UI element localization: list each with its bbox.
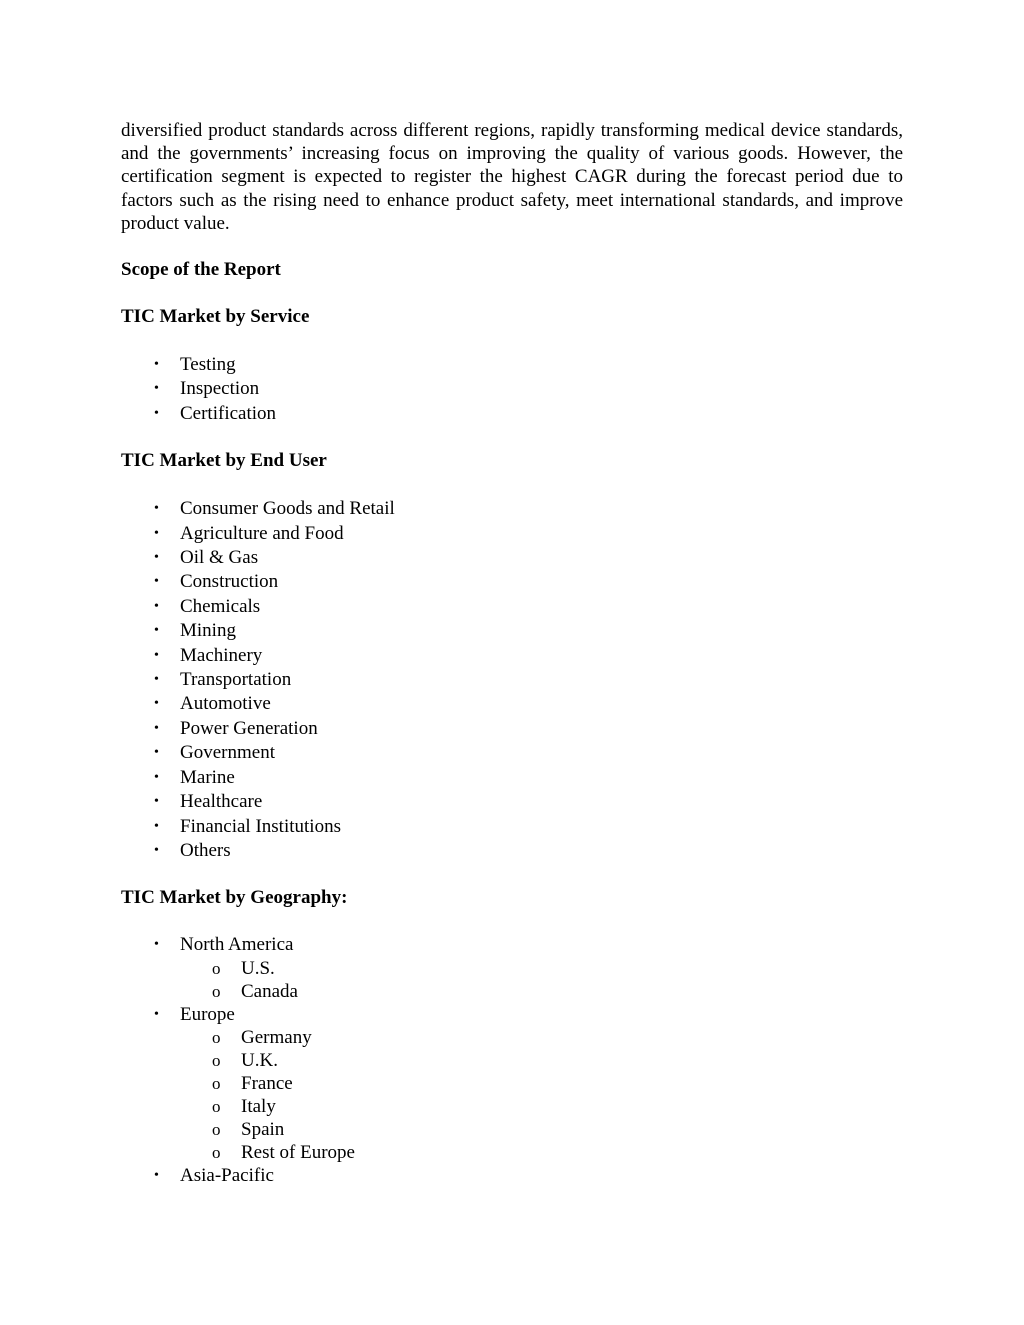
sub-list-item bbox=[121, 957, 903, 980]
region-label: Asia-Pacific bbox=[180, 1165, 274, 1187]
geography-list bbox=[121, 933, 903, 1187]
bullet-icon: • bbox=[154, 696, 159, 712]
spacer bbox=[121, 282, 903, 305]
list-item-label: Oil & Gas bbox=[180, 547, 259, 569]
list-item bbox=[121, 717, 903, 741]
circle-bullet-icon: o bbox=[212, 1051, 221, 1071]
bullet-icon: • bbox=[154, 647, 159, 663]
bullet-icon: • bbox=[154, 357, 159, 373]
geography-heading: TIC Market by Geography: bbox=[121, 887, 348, 909]
list-item bbox=[121, 815, 903, 839]
bullet-icon: • bbox=[154, 381, 159, 397]
bullet-icon: • bbox=[154, 794, 159, 810]
bullet-icon: • bbox=[154, 937, 159, 953]
list-item bbox=[121, 522, 903, 546]
circle-bullet-icon: o bbox=[212, 958, 221, 978]
list-item bbox=[121, 692, 903, 716]
list-item-label: Government bbox=[180, 742, 275, 764]
sub-list-item-label: Germany bbox=[241, 1026, 312, 1048]
region-item-europe bbox=[121, 1003, 903, 1026]
spacer bbox=[121, 426, 903, 449]
sub-list-item bbox=[121, 980, 903, 1003]
bullet-icon: • bbox=[154, 574, 159, 590]
list-item bbox=[121, 619, 903, 643]
bullet-icon: • bbox=[154, 672, 159, 688]
spacer bbox=[121, 473, 903, 497]
list-item bbox=[121, 741, 903, 765]
sub-list-item-label: Spain bbox=[241, 1119, 285, 1141]
bullet-icon: • bbox=[154, 745, 159, 761]
list-item-label: Marine bbox=[180, 766, 235, 788]
region-item-north-america bbox=[121, 933, 903, 956]
service-list bbox=[121, 353, 903, 426]
sub-list-item-label: Canada bbox=[241, 980, 298, 1002]
circle-bullet-icon: o bbox=[212, 1120, 221, 1140]
service-heading: TIC Market by Service bbox=[121, 306, 310, 328]
list-item bbox=[121, 766, 903, 790]
list-item-label: Inspection bbox=[180, 378, 260, 400]
sub-list-item bbox=[121, 1118, 903, 1141]
list-item-label: Machinery bbox=[180, 644, 263, 666]
list-item bbox=[121, 668, 903, 692]
list-item bbox=[121, 595, 903, 619]
list-item bbox=[121, 402, 903, 426]
circle-bullet-icon: o bbox=[212, 1143, 221, 1163]
region-label: North America bbox=[180, 934, 294, 956]
region-label: Europe bbox=[180, 1003, 235, 1025]
end-user-list bbox=[121, 497, 903, 863]
circle-bullet-icon: o bbox=[212, 1027, 221, 1047]
list-item bbox=[121, 377, 903, 401]
sub-list-item-label: U.K. bbox=[241, 1050, 278, 1072]
list-item-label: Healthcare bbox=[180, 791, 263, 813]
bullet-icon: • bbox=[154, 501, 159, 517]
intro-paragraph: diversified product standards across different regions, rapidly transforming medical device standards, and the governments’ increasing focus on improving the quality of various goods. However, the certification segment is expected to register the highest CAGR during the forecast period due to factors such as the rising need to enhance product safety, meet international standards, and improve product value. bbox=[121, 120, 903, 234]
bullet-icon: • bbox=[154, 525, 159, 541]
europe-sub-list bbox=[121, 1026, 903, 1165]
bullet-icon: • bbox=[154, 1168, 159, 1184]
document-page bbox=[121, 119, 903, 1188]
list-item-label: Mining bbox=[180, 620, 236, 642]
sub-list-item-label: Italy bbox=[241, 1096, 276, 1118]
region-item-asia-pacific bbox=[121, 1164, 903, 1187]
bullet-icon: • bbox=[154, 598, 159, 614]
north-america-sub-list bbox=[121, 957, 903, 1003]
list-item-label: Financial Institutions bbox=[180, 815, 341, 837]
bullet-icon: • bbox=[154, 769, 159, 785]
bullet-icon: • bbox=[154, 1006, 159, 1022]
list-item bbox=[121, 644, 903, 668]
sub-list-item-label: Rest of Europe bbox=[241, 1142, 355, 1164]
bullet-icon: • bbox=[154, 720, 159, 736]
list-item-label: Chemicals bbox=[180, 595, 261, 617]
list-item-label: Transportation bbox=[180, 669, 292, 691]
list-item bbox=[121, 546, 903, 570]
list-item-label: Automotive bbox=[180, 693, 271, 715]
circle-bullet-icon: o bbox=[212, 1097, 221, 1117]
bullet-icon: • bbox=[154, 623, 159, 639]
sub-list-item-label: U.S. bbox=[241, 957, 275, 979]
sub-list-item bbox=[121, 1049, 903, 1072]
sub-list-container bbox=[121, 1026, 903, 1165]
spacer bbox=[121, 910, 903, 933]
list-item-label: Power Generation bbox=[180, 717, 318, 739]
spacer bbox=[121, 863, 903, 886]
list-item-label: Others bbox=[180, 839, 231, 861]
sub-list-container bbox=[121, 957, 903, 1003]
sub-list-item bbox=[121, 1095, 903, 1118]
bullet-icon: • bbox=[154, 405, 159, 421]
sub-list-item-label: France bbox=[241, 1073, 293, 1095]
bullet-icon: • bbox=[154, 550, 159, 566]
sub-list-item bbox=[121, 1026, 903, 1049]
scope-heading: Scope of the Report bbox=[121, 259, 281, 281]
bullet-icon: • bbox=[154, 818, 159, 834]
list-item-label: Testing bbox=[180, 354, 236, 376]
list-item bbox=[121, 570, 903, 594]
sub-list-item bbox=[121, 1141, 903, 1164]
list-item-label: Agriculture and Food bbox=[180, 522, 344, 544]
circle-bullet-icon: o bbox=[212, 981, 221, 1001]
list-item-label: Consumer Goods and Retail bbox=[180, 498, 395, 520]
spacer bbox=[121, 235, 903, 258]
circle-bullet-icon: o bbox=[212, 1074, 221, 1094]
list-item-label: Certification bbox=[180, 402, 277, 424]
bullet-icon: • bbox=[154, 842, 159, 858]
list-item bbox=[121, 839, 903, 863]
end-user-heading: TIC Market by End User bbox=[121, 450, 327, 472]
sub-list-item bbox=[121, 1072, 903, 1095]
spacer bbox=[121, 329, 903, 353]
list-item-label: Construction bbox=[180, 571, 279, 593]
list-item bbox=[121, 353, 903, 377]
list-item bbox=[121, 790, 903, 814]
list-item bbox=[121, 497, 903, 521]
